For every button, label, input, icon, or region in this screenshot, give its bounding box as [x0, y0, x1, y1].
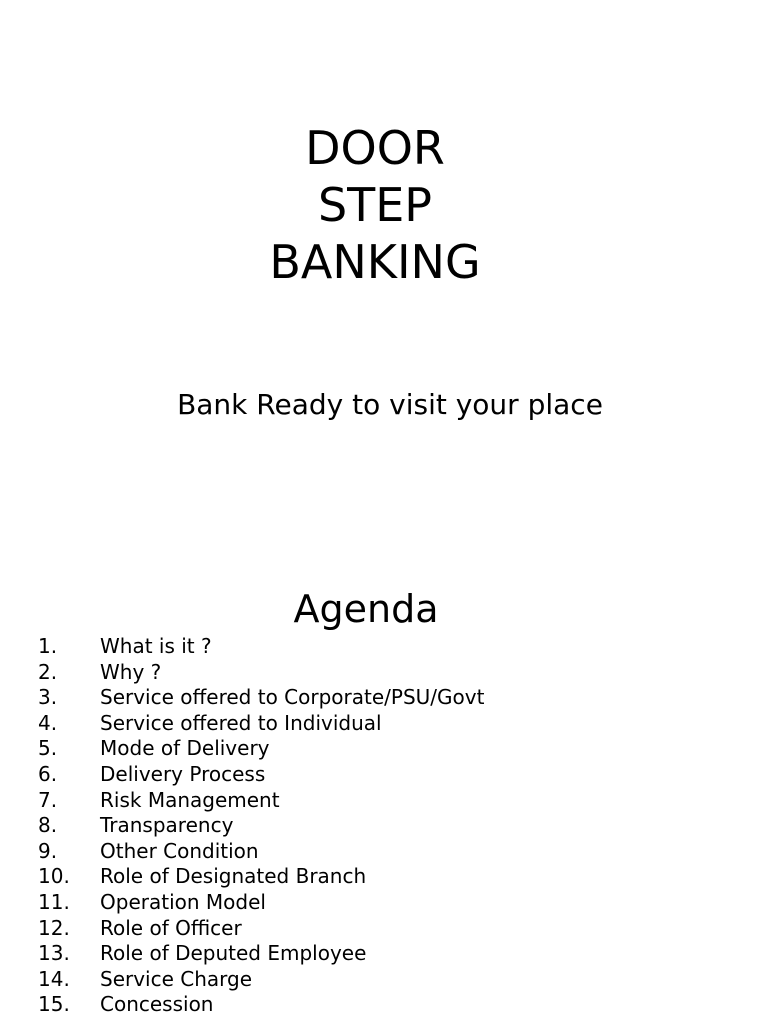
agenda-item-text: Concession	[100, 992, 214, 1017]
agenda-item-text: What is it ?	[100, 634, 212, 658]
agenda-item-number: 10.	[38, 864, 70, 889]
agenda-item-number: 12.	[38, 915, 70, 940]
agenda-item	[38, 634, 758, 660]
agenda-item-number: 15.	[38, 992, 70, 1017]
agenda-item	[38, 839, 758, 865]
agenda-item	[38, 762, 758, 788]
agenda-item-text: Role of Designated Branch	[100, 864, 367, 889]
slide-title	[0, 120, 750, 291]
agenda-item	[38, 916, 758, 942]
agenda-item-number: 11.	[38, 889, 70, 914]
agenda-item-text: Delivery Process	[100, 761, 266, 786]
agenda-item-number: 7.	[38, 787, 58, 812]
agenda-item-number: 5.	[38, 736, 58, 761]
agenda-item	[38, 685, 758, 711]
agenda-item	[38, 711, 758, 737]
agenda-item	[38, 864, 758, 890]
agenda-item-text: Other Condition	[100, 838, 259, 863]
agenda-item-text: Operation Model	[100, 889, 266, 914]
agenda-item-number: 6.	[38, 761, 58, 786]
agenda-item-number: 4.	[38, 710, 58, 735]
agenda-item-text: Service offered to Corporate/PSU/Govt	[100, 685, 485, 710]
agenda-item	[38, 992, 758, 1018]
title-line-2: STEP	[317, 178, 433, 232]
agenda-item-text: Mode of Delivery	[100, 736, 270, 761]
agenda-item-number: 8.	[38, 813, 58, 838]
agenda-item	[38, 736, 758, 762]
slide-subtitle: Bank Ready to visit your place	[177, 388, 603, 421]
agenda-item	[38, 941, 758, 967]
agenda-item-number: 9.	[38, 838, 58, 863]
agenda-item	[38, 788, 758, 814]
agenda-item-text: Risk Management	[100, 787, 280, 812]
agenda-item-text: Role of Officer	[100, 915, 242, 940]
title-line-1: DOOR	[305, 121, 445, 175]
agenda-item-text: Transparency	[100, 813, 234, 838]
agenda-item-number: 1.	[38, 634, 58, 658]
agenda-item	[38, 967, 758, 993]
title-line-3: BANKING	[269, 235, 481, 289]
agenda-list	[38, 634, 758, 1018]
agenda-item	[38, 660, 758, 686]
agenda-item-number: 3.	[38, 685, 58, 710]
agenda-item-text: Service offered to Individual	[100, 710, 382, 735]
agenda-item-number: 2.	[38, 659, 58, 684]
agenda-heading: Agenda	[293, 587, 439, 631]
agenda-item-text: Why ?	[100, 659, 162, 684]
agenda-item-number: 13.	[38, 941, 70, 966]
agenda-item-number: 14.	[38, 966, 70, 991]
agenda-item	[38, 813, 758, 839]
agenda-item-text: Role of Deputed Employee	[100, 941, 367, 966]
agenda-item	[38, 890, 758, 916]
agenda-item-text: Service Charge	[100, 966, 253, 991]
